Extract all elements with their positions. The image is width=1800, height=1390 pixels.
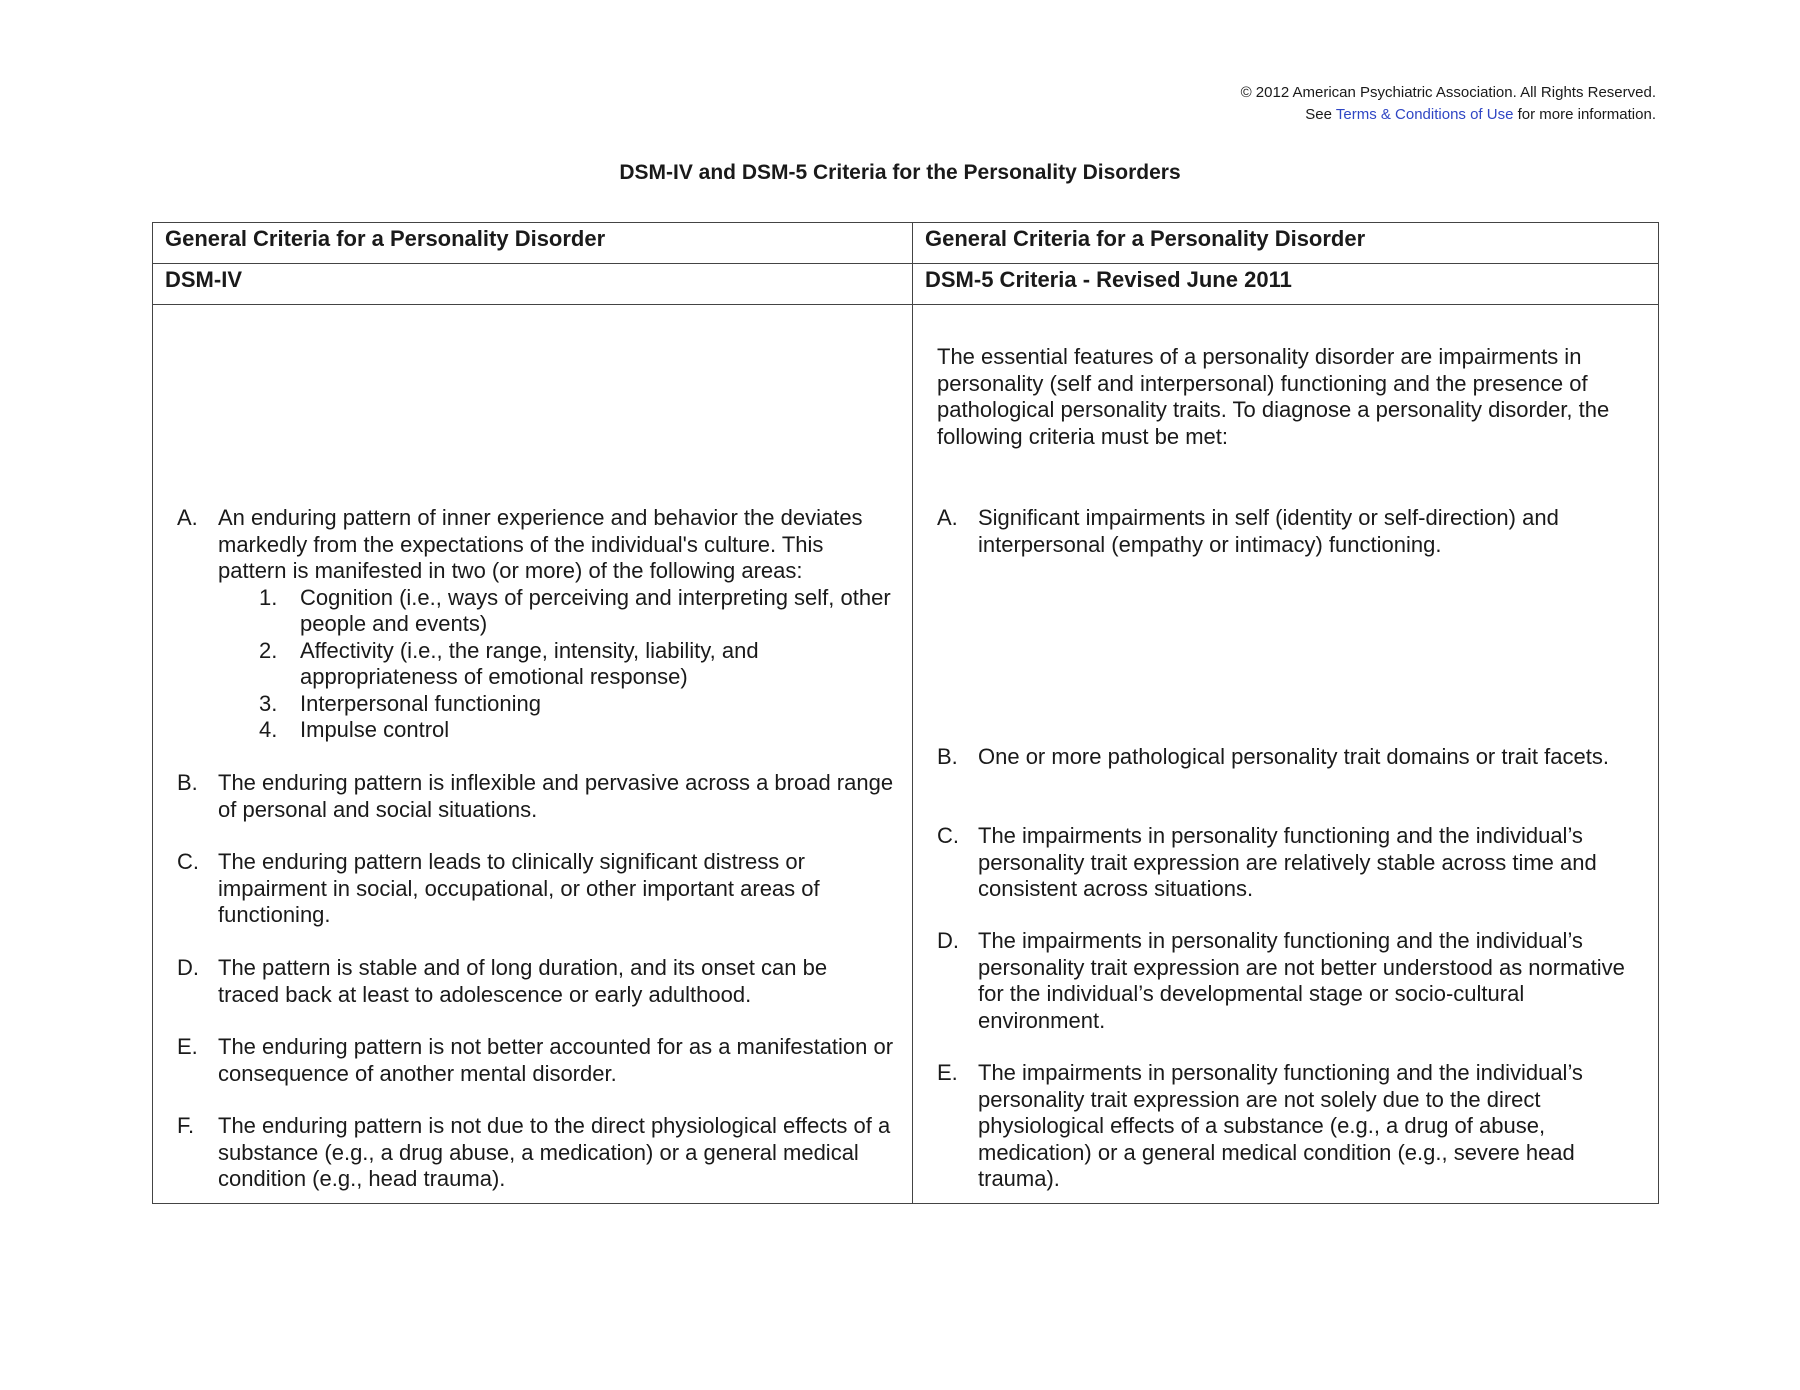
dsm4-criterion-a <box>177 505 894 744</box>
criteria-table <box>152 222 1659 1204</box>
area-text: Cognition (i.e., ways of perceiving and interpreting self, other people and events) <box>300 584 891 636</box>
criterion-text: The enduring pattern is inflexible and pervasive across a broad range of personal and social situations. <box>218 770 894 822</box>
list-item <box>259 690 894 718</box>
criterion-letter: D. <box>937 928 959 953</box>
criterion-text: One or more pathological personality trait domains or trait facets. <box>978 744 1609 769</box>
dsm5-criterion-a <box>937 505 1640 558</box>
page-title: DSM-IV and DSM-5 Criteria for the Personality Disorders <box>619 161 1181 184</box>
area-number: 3. <box>259 690 278 716</box>
area-number: 2. <box>259 637 278 663</box>
dsm5-criterion-c <box>937 823 1640 903</box>
copyright-line: © 2012 American Psychiatric Association. All Rights Reserved. <box>1240 84 1656 101</box>
criterion-letter: E. <box>937 1060 958 1085</box>
area-text: Affectivity (i.e., the range, intensity, liability, and appropriateness of emotional response) <box>300 637 759 689</box>
area-text: Interpersonal functioning <box>300 690 541 716</box>
terms-link[interactable]: Terms & Conditions of Use <box>1335 106 1514 123</box>
list-item <box>259 637 894 691</box>
criterion-text: The impairments in personality functioning and the individual’s personality trait expression are not better understood as normative for the individual’s developmental stage or socio-cultural environment. <box>978 928 1625 1033</box>
area-list <box>218 585 894 744</box>
see-suffix: for more information. <box>1513 106 1656 123</box>
list-item <box>259 584 894 638</box>
right-header-title: General Criteria for a Personality Disorder <box>925 226 1366 251</box>
criterion-letter: B. <box>937 744 958 769</box>
criterion-text: The impairments in personality functioning and the individual’s personality trait expression are not solely due to the direct physiological effects of a substance (e.g., a drug of abuse, medication) or a general medical condition (e.g., severe head trauma). <box>978 1060 1583 1191</box>
dsm4-criterion-c <box>177 849 894 929</box>
dsm4-criteria-cell <box>153 305 913 1204</box>
criterion-letter: C. <box>937 823 959 848</box>
criterion-letter: A. <box>937 505 958 530</box>
criterion-letter: F. <box>177 1113 195 1138</box>
dsm5-criterion-e <box>937 1060 1640 1193</box>
criterion-text: The pattern is stable and of long duration, and its onset can be traced back at least to adolescence or early adulthood. <box>218 955 828 1007</box>
dsm4-criterion-d <box>177 955 894 1008</box>
criterion-text: The enduring pattern is not better accounted for as a manifestation or consequence of another mental disorder. <box>218 1034 894 1086</box>
left-subheader-cell <box>153 264 913 305</box>
dsm4-criterion-b <box>177 770 894 823</box>
criterion-text: The enduring pattern is not due to the direct physiological effects of a substance (e.g., a drug abuse, a medication) or a general medical condition (e.g., head trauma). <box>218 1113 891 1191</box>
dsm5-intro: The essential features of a personality disorder are impairments in personality (self and interpersonal) functioning and the presence of pathological personality traits. To diagnose a personality disorder, the following criteria must be met: <box>937 344 1610 449</box>
criterion-text: The enduring pattern leads to clinically significant distress or impairment in social, occupational, or other important areas of functioning. <box>218 849 820 927</box>
right-header-cell <box>913 223 1659 264</box>
area-number: 4. <box>259 717 278 742</box>
criterion-letter: A. <box>177 505 198 530</box>
left-subheader: DSM-IV <box>165 267 242 292</box>
dsm4-criterion-e <box>177 1034 894 1087</box>
dsm5-criterion-b <box>937 744 1640 771</box>
dsm4-criterion-f <box>177 1113 894 1193</box>
list-item <box>259 717 894 744</box>
left-header-title: General Criteria for a Personality Disorder <box>165 226 606 251</box>
terms-line <box>1241 104 1656 126</box>
criterion-letter: D. <box>177 955 199 980</box>
criterion-text: The impairments in personality functioning and the individual’s personality trait expression are relatively stable across time and consistent across situations. <box>978 823 1597 901</box>
area-text: Impulse control <box>300 717 450 742</box>
right-subheader-cell <box>913 264 1659 305</box>
criterion-letter: E. <box>177 1034 198 1059</box>
criterion-letter: B. <box>177 770 198 795</box>
dsm5-criterion-d <box>937 928 1640 1034</box>
left-header-cell <box>153 223 913 264</box>
right-subheader: DSM-5 Criteria - Revised June 2011 <box>925 267 1292 292</box>
criterion-letter: C. <box>177 849 199 874</box>
criterion-text: An enduring pattern of inner experience and behavior the deviates markedly from the expectations of the individual's culture. This pattern is manifested in two (or more) of the following areas: <box>218 505 863 583</box>
copyright-notice <box>1241 82 1656 126</box>
area-number: 1. <box>259 584 278 610</box>
see-prefix: See <box>1305 106 1336 123</box>
dsm5-criteria-cell <box>913 305 1659 1204</box>
criterion-text: Significant impairments in self (identity or self-direction) and interpersonal (empathy or intimacy) functioning. <box>978 505 1559 557</box>
